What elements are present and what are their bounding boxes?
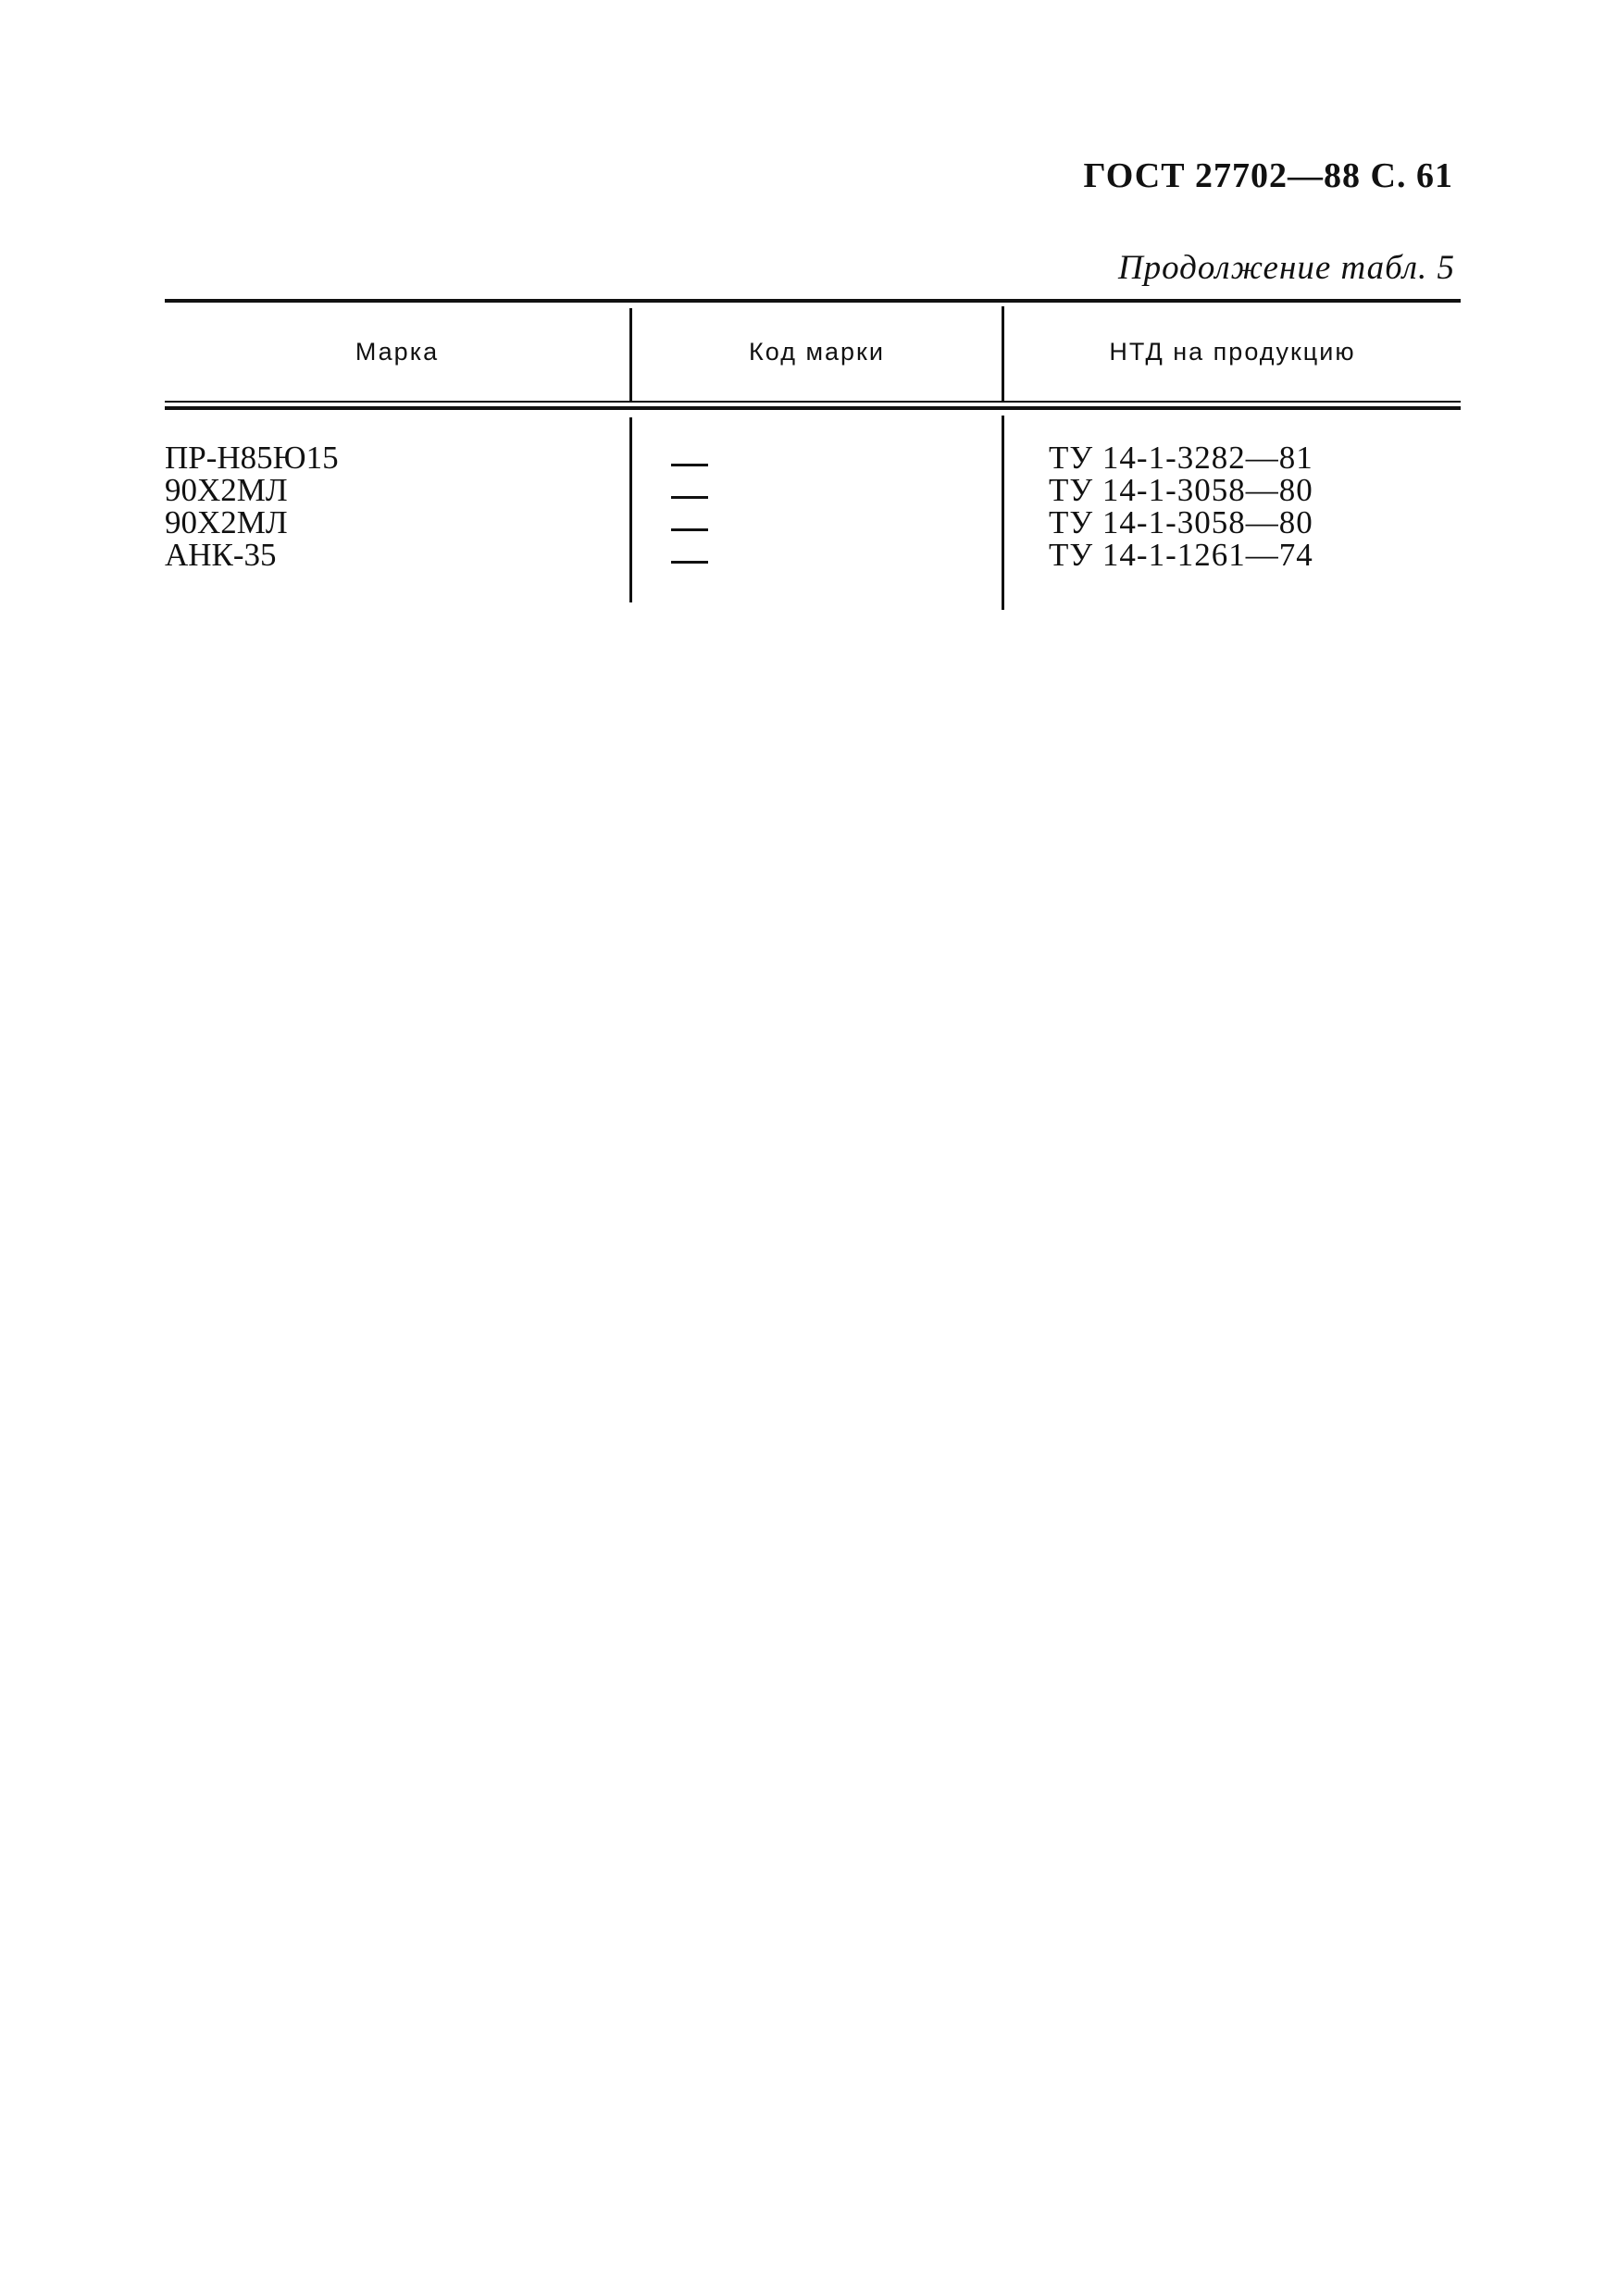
column-header-grade: Марка — [355, 338, 440, 366]
table-row — [165, 474, 1461, 506]
cell-code — [671, 539, 710, 571]
header-separator-rule — [165, 406, 1461, 410]
cell-doc: ТУ 14-1-3058—80 — [1049, 472, 1313, 508]
cell-doc: ТУ 14-1-1261—74 — [1049, 537, 1313, 573]
dash-mark — [671, 528, 708, 531]
header-separator-rule — [165, 401, 1461, 403]
cell-grade: АНК-35 — [165, 537, 277, 573]
page-header: ГОСТ 27702—88 С. 61 — [1083, 156, 1453, 195]
dash-mark — [671, 561, 708, 564]
table-body — [165, 441, 1461, 571]
table-row — [165, 539, 1461, 571]
table-row — [165, 441, 1461, 474]
dash-mark — [671, 496, 708, 499]
cell-code — [671, 506, 710, 539]
column-header-doc: НТД на продукцию — [1109, 338, 1356, 366]
dash-mark — [671, 464, 708, 466]
cell-code — [671, 474, 710, 506]
cell-doc: ТУ 14-1-3282—81 — [1049, 440, 1313, 476]
table-top-rule — [165, 299, 1461, 303]
column-header-code: Код марки — [749, 338, 885, 366]
table-row — [165, 506, 1461, 539]
cell-grade: 90Х2МЛ — [165, 504, 288, 540]
cell-code — [671, 441, 710, 474]
cell-grade: ПР-Н85Ю15 — [165, 440, 339, 476]
cell-grade: 90Х2МЛ — [165, 472, 288, 508]
data-table — [165, 299, 1461, 614]
table-caption: Продолжение табл. 5 — [1117, 249, 1455, 287]
cell-doc: ТУ 14-1-3058—80 — [1049, 504, 1313, 540]
